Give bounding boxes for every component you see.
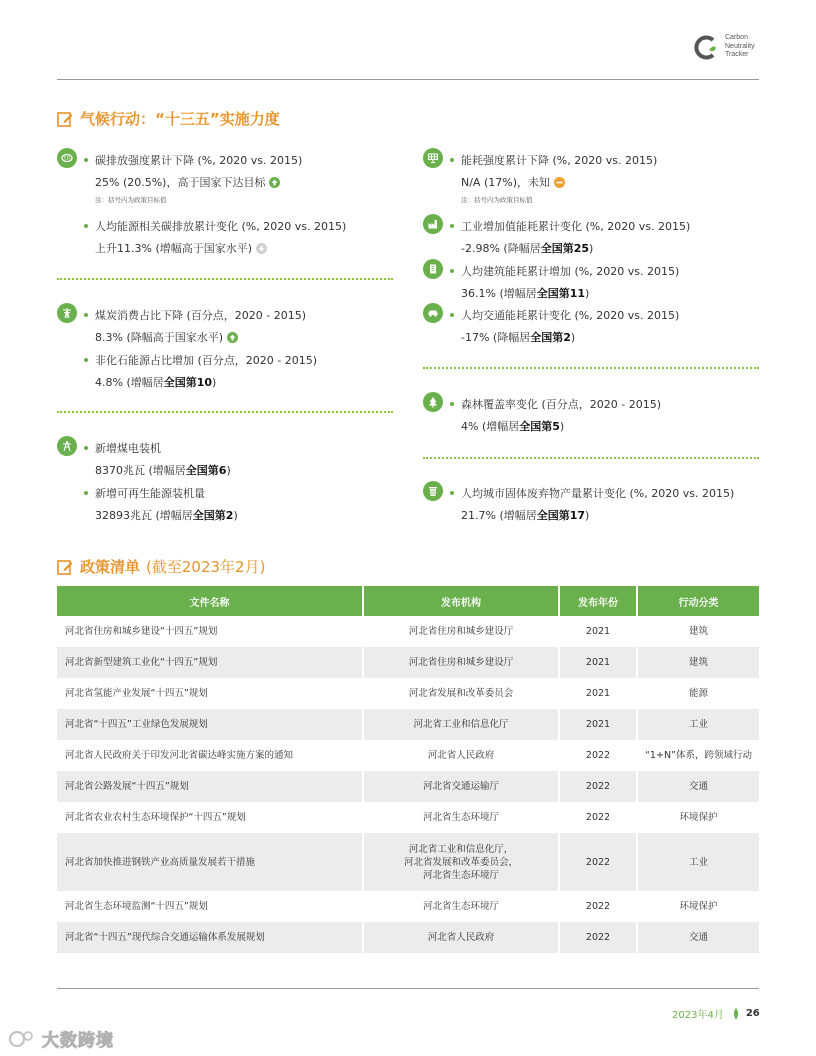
transmission-tower-icon [57,436,77,456]
cell-document-name: 河北省“十四五”工业绿色发展规划 [57,709,363,740]
cell-category: 工业 [637,709,759,740]
cell-year: 2021 [559,709,637,740]
section-divider [423,457,759,459]
watermark: 大数跨境 [8,1026,114,1051]
minus-icon [554,177,565,188]
table-row [57,771,759,802]
policy-target-note: 注：括号内为政策目标值 [461,196,533,204]
footer-date: 2023年4月 [672,1010,724,1021]
cell-year: 2022 [559,740,637,771]
metric-value-non-fossil-share: 4.8% (增幅居 全国第10 ) [95,375,217,389]
metric-value-forest-coverage: 4% (增幅居 全国第5 ) [461,419,565,433]
cell-category: 交通 [637,771,759,802]
cell-category: “1+N”体系，跨领域行动 [645,750,752,761]
cell-year: 2022 [559,771,637,802]
cell-category: 建筑 [637,647,759,678]
logo-text: Carbon Neutrality Tracker [725,34,755,58]
metric-label-non-fossil-share: 非化石能源占比增加 (百分点，2020 - 2015) [84,352,317,368]
cell-agency: 河北省发展和改革委员会 [363,678,559,709]
cell-category: 环境保护 [679,812,718,823]
metric-value-industrial-energy: -2.98% (降幅居 全国第25 ) [461,241,594,255]
cell-agency: 河北省生态环境厅 [363,802,559,833]
table-row [57,678,759,709]
metric-value-new-renewable: 32893兆瓦 (增幅居 全国第2 ) [95,508,238,522]
solar-panel-icon [423,148,443,168]
arrow-down-icon [256,243,267,254]
section-divider [57,411,393,413]
cell-year: 2022 [559,833,637,891]
cell-document-name: 河北省加快推进钢铁产业高质量发展若干措施 [57,833,363,891]
metric-label-energy-intensity: 能耗强度累计下降 (%, 2020 vs. 2015) [450,152,657,168]
header-divider [57,79,759,80]
metric-label-forest-coverage: 森林覆盖率变化 (百分点，2020 - 2015) [450,396,661,412]
metric-label-building-energy: 人均建筑能耗累计增加 (%, 2020 vs. 2015) [450,263,679,279]
column-header-agency: 发布机构 [363,586,559,616]
table-row [57,922,759,953]
building-icon [423,259,443,279]
cell-category: 环境保护 [679,901,718,912]
metric-value-building-energy: 36.1% (增幅居 全国第11 ) [461,286,590,300]
cell-agency: 河北省人民政府 [363,740,559,771]
cell-agency: 河北省住房和城乡建设厅 [363,647,559,678]
cell-document-name: 河北省公路发展“十四五”规划 [57,771,363,802]
metric-value-solid-waste: 21.7% (增幅居 全国第17 ) [461,508,590,522]
footer-divider [57,988,759,989]
carbon-neutrality-tracker-logo [692,34,755,61]
table-row [57,833,759,891]
metric-label-new-coal-power: 新增煤电装机 [84,440,161,456]
cell-category: 交通 [637,922,759,953]
car-icon [423,303,443,323]
cell-document-name: 河北省农业农村生态环境保护“十四五”规划 [57,802,363,833]
section-title-policy-list: 政策清单 (截至2023年2月) [57,556,265,577]
cell-document-name: 河北省氢能产业发展“十四五”规划 [57,678,363,709]
section-divider [423,367,759,369]
power-tower-icon [57,303,77,323]
metric-value-coal-share: 8.3% (降幅高于国家水平) [95,329,238,345]
column-header-document: 文件名称 [57,586,363,616]
co2-icon [57,148,77,168]
metric-label-new-renewable: 新增可再生能源装机量 [84,485,205,501]
edit-note-icon [57,559,73,575]
column-header-year: 发布年份 [559,586,637,616]
column-header-category: 行动分类 [637,586,759,616]
cell-agency: 河北省生态环境厅 [363,891,559,922]
metric-value-new-coal-power: 8370兆瓦 (增幅居 全国第6 ) [95,463,231,477]
cell-agency: 河北省交通运输厅 [363,771,559,802]
trash-bin-icon [423,481,443,501]
table-row [57,802,759,833]
leaf-icon [732,1008,740,1020]
metric-label-coal-share: 煤炭消费占比下降 (百分点，2020 - 2015) [84,307,306,323]
cell-document-name: 河北省生态环境监测“十四五”规划 [57,891,363,922]
metric-label-carbon-intensity: 碳排放强度累计下降 (%, 2020 vs. 2015) [84,152,302,168]
cell-document-name: 河北省人民政府关于印发河北省碳达峰实施方案的通知 [57,740,363,771]
policy-table [57,586,759,953]
table-header-row [57,586,759,616]
cell-category: 能源 [688,688,708,699]
metric-value-energy-intensity: N/A (17%)，未知 [461,174,565,190]
logo-c-icon [692,34,719,61]
cell-category: 工业 [637,833,759,891]
tree-icon [423,392,443,412]
table-row [57,709,759,740]
watermark-logo-icon [8,1029,38,1049]
page-number: 26 [745,1008,760,1019]
cell-year: 2022 [559,891,637,922]
metric-label-transport-energy: 人均交通能耗累计变化 (%, 2020 vs. 2015) [450,307,679,323]
table-row [57,616,759,647]
metric-value-transport-energy: -17% (降幅居 全国第2 ) [461,330,576,344]
metric-label-industrial-energy: 工业增加值能耗累计变化 (%, 2020 vs. 2015) [450,218,690,234]
metric-value-per-capita-carbon: 上升11.3% (增幅高于国家水平) [95,240,267,256]
cell-document-name: 河北省“十四五”现代综合交通运输体系发展规划 [57,922,363,953]
footer [672,1006,760,1021]
cell-year: 2022 [559,922,637,953]
section-title-climate-action: 气候行动：“十三五”实施力度 [57,108,280,129]
cell-year: 2022 [559,802,637,833]
table-row [57,647,759,678]
arrow-up-icon [227,332,238,343]
table-row [57,891,759,922]
cell-agency: 河北省工业和信息化厅 [363,709,559,740]
table-row [57,740,759,771]
svg-text:CO: CO [63,155,71,161]
cell-year: 2021 [559,616,637,647]
edit-note-icon [57,111,73,127]
metric-label-per-capita-carbon: 人均能源相关碳排放累计变化 (%, 2020 vs. 2015) [84,218,346,234]
cell-document-name: 河北省新型建筑工业化“十四五”规划 [57,647,363,678]
cell-agency: 河北省工业和信息化厅， 河北省发展和改革委员会， 河北省生态环境厅 [363,833,559,891]
section-divider [57,278,393,280]
cell-year: 2021 [559,647,637,678]
cell-category: 建筑 [688,626,708,637]
factory-icon [423,214,443,234]
metric-label-solid-waste: 人均城市固体废弃物产量累计变化 (%, 2020 vs. 2015) [450,485,734,501]
arrow-up-icon [269,177,280,188]
cell-year: 2021 [559,678,637,709]
policy-target-note: 注：括号内为政策目标值 [95,196,167,204]
cell-document-name: 河北省住房和城乡建设“十四五”规划 [57,616,363,647]
cell-agency: 河北省人民政府 [363,922,559,953]
cell-agency: 河北省住房和城乡建设厅 [363,616,559,647]
metric-value-carbon-intensity: 25% (20.5%)，高于国家下达目标 [95,174,280,190]
